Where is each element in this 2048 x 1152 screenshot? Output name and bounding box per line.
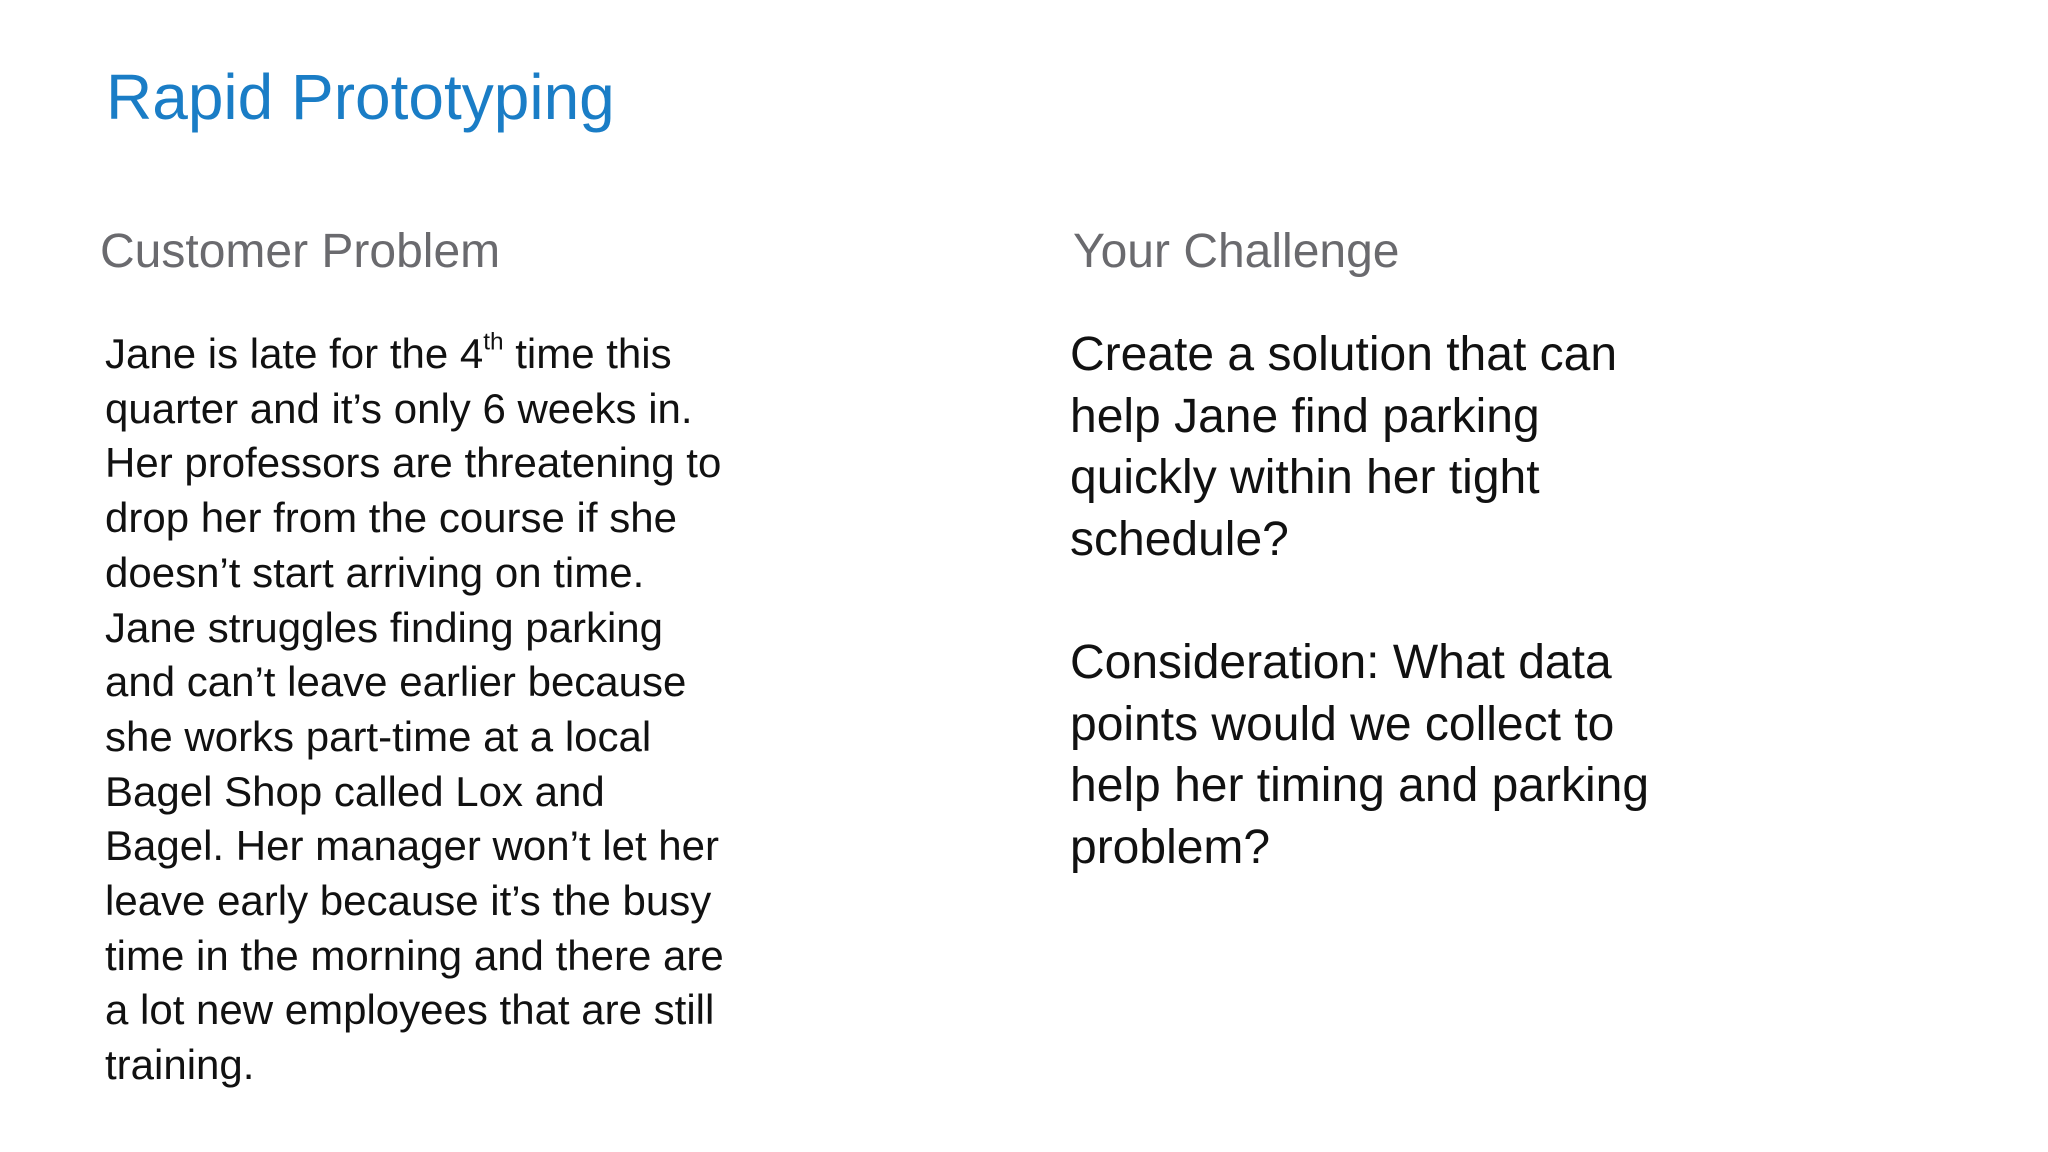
problem-line: and can’t leave earlier because [105,658,687,706]
problem-line: leave early because it’s the busy [105,877,712,925]
consideration-line: problem? [1070,820,1271,874]
consideration-line: points would we collect to [1070,697,1615,751]
problem-line: time in the morning and there are [105,931,724,979]
your-challenge-text [1070,324,1649,878]
customer-problem-text [105,327,724,1093]
challenge-line: help Jane find parking [1070,389,1540,443]
challenge-line: quickly within her tight [1070,451,1540,505]
problem-line: doesn’t start arriving on time. [105,548,645,596]
problem-line-1-start: Jane is late for the 4 [105,330,484,377]
problem-line: drop her from the course if she [105,494,677,542]
problem-line: Bagel. Her manager won’t let her [105,822,719,870]
challenge-line: Create a solution that can [1070,328,1618,381]
problem-line-1-end: time this [503,330,672,377]
problem-line: she works part-time at a local [105,712,652,760]
consideration-line: help her timing and parking [1070,759,1650,813]
paragraph-gap [1070,570,1649,632]
consideration-line: Consideration: What data [1070,635,1612,689]
problem-line [105,327,724,382]
ordinal-suffix: th [483,328,504,356]
problem-line: a lot new employees that are still [105,986,715,1034]
problem-line: Her professors are threatening to [105,439,722,487]
slide-title: Rapid Prototyping [106,61,615,133]
problem-line: Bagel Shop called Lox and [105,767,605,815]
problem-line: training. [105,1041,255,1089]
problem-line: quarter and it’s only 6 weeks in. [105,384,693,432]
customer-problem-heading: Customer Problem [100,225,501,278]
your-challenge-heading: Your Challenge [1073,225,1400,278]
challenge-line: schedule? [1070,512,1289,566]
problem-line: Jane struggles finding parking [105,603,664,651]
